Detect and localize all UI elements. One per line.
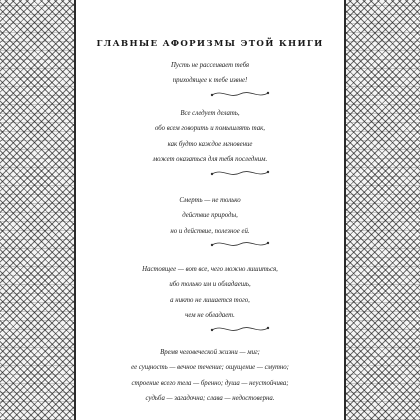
aphorism-line: может оказаться для тебя последним. <box>152 156 268 164</box>
aphorism-line: как будто каждое мгновение <box>167 140 253 148</box>
aphorism-5 <box>76 345 344 407</box>
right-border-rule <box>344 0 346 420</box>
aphorism-line: строение всего тела — бренно; душа — неустойчива; <box>131 379 289 387</box>
page-content <box>76 0 344 420</box>
aphorism-line: Настоящее — вот все, чего можно лишиться, <box>142 266 278 273</box>
aphorism-line: обо всем говорить и помышлять так, <box>154 125 265 133</box>
aphorism-line: Время человеческой жизни — миг; <box>160 349 260 356</box>
aphorism-line: чем не обладает. <box>185 312 235 320</box>
page-heading: ГЛАВНЫЕ АФОРИЗМЫ ЭТОЙ КНИГИ <box>96 39 324 49</box>
left-ornamental-border <box>0 0 76 420</box>
aphorism-line: Смерть — не только <box>179 197 241 204</box>
flourish-divider-3 <box>210 238 270 250</box>
aphorism-1 <box>76 58 344 89</box>
flourish-divider-4 <box>210 323 270 335</box>
right-ornamental-border <box>344 0 420 420</box>
aphorism-2 <box>76 106 344 168</box>
aphorism-3 <box>76 193 344 239</box>
aphorism-line: приходящее к тебе извне! <box>172 77 248 85</box>
aphorism-line: Все следует делать, <box>180 110 240 117</box>
aphorism-4 <box>76 262 344 324</box>
aphorism-line: Пусть не рассеивает тебя <box>171 62 249 69</box>
flourish-divider-1 <box>210 88 270 100</box>
aphorism-line: ее сущность — вечное течение; ощущение — смутно; <box>131 364 289 372</box>
aphorism-line: а никто не лишается того, <box>170 296 250 304</box>
aphorism-line: действие природы, <box>182 212 238 220</box>
aphorism-line: судьба — загадочна; слава — недостоверна. <box>145 395 275 403</box>
flourish-divider-2 <box>210 167 270 179</box>
aphorism-line: но и действие, полезное ей. <box>170 227 250 235</box>
aphorism-line: ибо только им и обладаешь, <box>169 281 251 289</box>
